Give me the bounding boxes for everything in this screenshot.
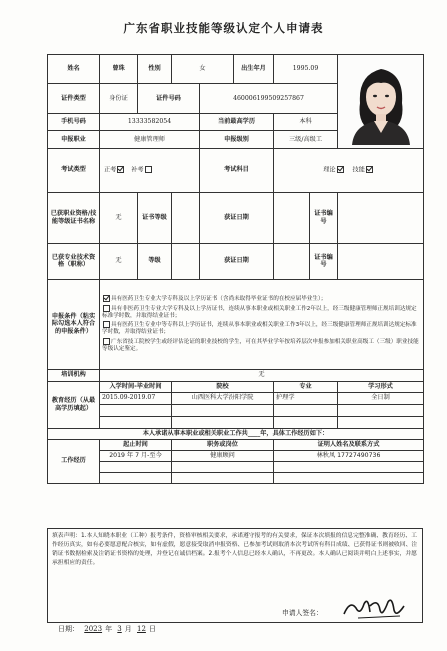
cert1-date-value (274, 192, 310, 243)
normal-exam-checkbox[interactable] (117, 166, 124, 173)
condition-checkbox[interactable] (103, 305, 110, 312)
theory-checkbox[interactable] (337, 166, 344, 173)
date-label: 日期： (58, 625, 79, 633)
birth-value: 1995.09 (274, 55, 338, 84)
exam-type-label: 考试类型 (48, 148, 100, 192)
condition-item: 具有非医药卫生专业大学专科及以上学历证书，连续从事本职业或相关职业工作2年以上，经三级健康管理师正规培训达规定标准学时数，并取得结业证书； (102, 305, 417, 319)
exam-subject-options (274, 148, 424, 192)
skill-label: 技能 (352, 166, 365, 174)
condition-item: 具有医药卫生专业大学专科及以上学历证书（含尚未取得毕业证书的在校应届毕业生）； (102, 295, 421, 304)
edu-row-form: 全日制 (338, 392, 424, 404)
work-row-position: 健康顾问 (172, 450, 274, 461)
edu-empty-cell (274, 416, 338, 428)
occupation-label: 申报职业 (48, 131, 100, 148)
condition-checkbox[interactable] (103, 321, 110, 328)
education-label: 教育经历（从最高学历填起） (48, 381, 100, 428)
work-row-period: 2019 年 7 月-至今 (100, 450, 172, 461)
cert2-level-value (172, 243, 200, 279)
idno-value: 460006199509257867 (200, 84, 338, 113)
cert2-no-value (338, 243, 424, 279)
cert2-label: 已获专业技术资格（职称） (48, 243, 100, 279)
edu-header-major: 专业 (274, 381, 338, 392)
edu-empty-cell (100, 404, 172, 416)
work-summary: 本人承诺从事本职业或相关职业工作共____年，具体工作经历如下： (48, 428, 424, 439)
exam-type-options (100, 148, 200, 192)
gender-label: 性别 (138, 55, 172, 84)
work-empty-cell (274, 472, 424, 483)
level-label: 申报级别 (200, 131, 274, 148)
name-label: 姓名 (48, 55, 100, 84)
work-header-period: 起止时间 (100, 439, 172, 450)
edu-row-period: 2015.09-2019.07 (100, 392, 172, 404)
date-year-unit: 年 (105, 625, 113, 633)
gender-value: 女 (172, 55, 234, 84)
cert2-date-label: 获证日期 (200, 243, 274, 279)
edu-row-major: 护理学 (274, 392, 338, 404)
cert2-level-label: 等级 (138, 243, 172, 279)
condition-item: 具有医药卫生专业中等专科以上学历证书，连续从事本职业或相关职业工作3年以上，经三级健康管理师正规培训达规定标准学时数，并取得结业证书； (102, 322, 417, 336)
training-value: 无 (100, 369, 424, 381)
phone-value: 13333582054 (100, 113, 200, 130)
theory-label: 理论 (323, 166, 336, 174)
date-line (58, 624, 156, 634)
level-value: 三级/高级工 (274, 131, 338, 148)
date-day-unit: 日 (148, 625, 156, 633)
conditions-list (100, 279, 424, 369)
application-table (47, 54, 424, 484)
condition-checkbox[interactable] (103, 295, 110, 302)
edu-empty-cell (172, 404, 274, 416)
date-month: 3 (117, 625, 122, 633)
cert1-no-label: 证书编号 (310, 192, 338, 243)
normal-exam-label: 正考 (103, 166, 117, 174)
work-header-reference: 证明人姓名及联系方式 (274, 439, 424, 450)
idtype-label: 证件类型 (48, 84, 100, 113)
makeup-exam-label: 补考 (131, 166, 144, 174)
edu-header-form: 学习形式 (338, 381, 424, 392)
work-empty-cell (172, 472, 274, 483)
date-month-unit: 月 (124, 625, 132, 633)
edu-empty-cell (338, 416, 424, 428)
declaration-statement: 填表声明：1.本人知晓本职业（工种）报考条件，资格审核相关要求，承诺遵守报考的有关要求，保证本次填报的信息完整准确、教育经历、工作经历真实，如有必要愿意配合核实，如有虚假，愿意接受取消申报资格、已参加考试则取消本次考试所有科目成绩、已获得证书则被收回、注销证书数据检索及注销证书资格的处理，并登记在诚信档案。2.报考个人信息已经本人确认，不再更改。本人确认已阅读并明白上述事实，并愿承担相应的责任。 (47, 528, 423, 623)
cert1-label: 已获职业资格/技能等级证书名称 (48, 192, 100, 243)
edu-label: 当前最高学历 (200, 113, 274, 130)
work-empty-cell (100, 461, 172, 472)
makeup-exam-checkbox[interactable] (145, 166, 152, 173)
edu-empty-cell (338, 404, 424, 416)
edu-empty-cell (100, 416, 172, 428)
edu-empty-cell (274, 404, 338, 416)
edu-value: 本科 (274, 113, 338, 130)
work-empty-cell (100, 472, 172, 483)
cert1-no-value (338, 192, 424, 243)
cert1-value: 无 (100, 192, 138, 243)
cert2-value: 无 (100, 243, 138, 279)
cert2-date-value (274, 243, 310, 279)
idtype-value: 身份证 (100, 84, 138, 113)
exam-subject-label: 考试科目 (200, 148, 274, 192)
edu-header-period: 入学时间-毕业时间 (100, 381, 172, 392)
cert1-level-value (172, 192, 200, 243)
phone-label: 手机号码 (48, 113, 100, 130)
date-year: 2023 (84, 625, 103, 633)
edu-row-school: 山西医科大学汾阳学院 (172, 392, 274, 404)
photo-cell (338, 55, 424, 149)
cert1-level-label: 证书等级 (138, 192, 172, 243)
occupation-value: 健康管理师 (100, 131, 200, 148)
work-label: 工作经历 (48, 439, 100, 483)
edu-empty-cell (172, 416, 274, 428)
cert1-date-label: 获证日期 (200, 192, 274, 243)
cert2-no-label: 证书编号 (310, 243, 338, 279)
signature-label: 申请人签名： (282, 609, 323, 617)
date-day: 12 (137, 625, 146, 633)
work-empty-cell (172, 461, 274, 472)
skill-checkbox[interactable] (366, 166, 373, 173)
work-empty-cell (274, 461, 424, 472)
edu-header-school: 院校 (172, 381, 274, 392)
name-value: 曾珠 (100, 55, 138, 84)
applicant-photo (338, 55, 423, 148)
training-label: 培训机构 (48, 369, 100, 381)
idno-label: 证件号码 (138, 84, 200, 113)
work-header-position: 职务或岗位 (172, 439, 274, 450)
work-row-reference: 林秋凤 17727490736 (274, 450, 424, 461)
condition-item: 广东省技工院校学生或经评估论证的职业技校的学生，可在其毕业学年按培养层次申报参加相关职业高级工（三级）职业技能等级认定鉴定。 (102, 338, 419, 352)
condition-checkbox[interactable] (103, 338, 110, 345)
conditions-label: 申报条件（粘实际勾选本人符合的申报条件） (48, 279, 100, 369)
handwritten-signature (340, 594, 410, 622)
birth-label: 出生年月 (234, 55, 274, 84)
form-title: 广东省职业技能等级认定个人申请表 (123, 21, 324, 35)
